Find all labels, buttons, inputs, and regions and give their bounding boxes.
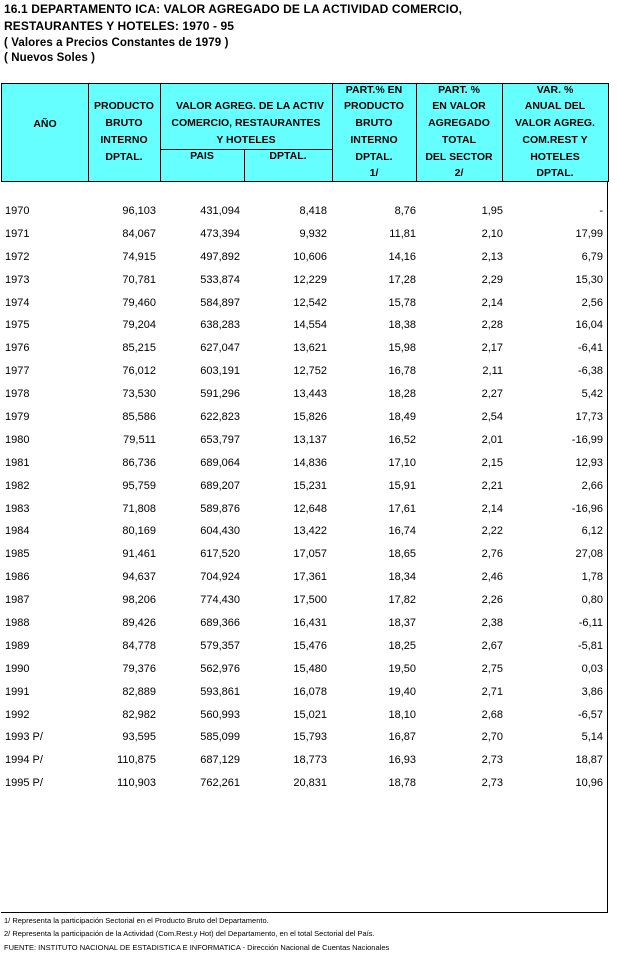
table-row	[0, 476, 617, 499]
cell-part2: 2,10	[481, 227, 503, 240]
cell-dptal: 15,826	[293, 411, 327, 424]
cell-dptal: 12,542	[293, 296, 327, 309]
cell-var: 0,03	[581, 662, 603, 675]
cell-part2: 2,70	[481, 731, 503, 744]
cell-part2: 2,28	[481, 319, 503, 332]
table-row	[0, 499, 617, 522]
cell-part1: 17,61	[388, 502, 416, 515]
cell-var: -6,41	[577, 342, 603, 355]
footnote-1: 1/ Representa la participación Sectorial en el Producto Bruto del Departamento.	[4, 916, 269, 925]
table-row	[0, 613, 617, 636]
cell-year: 1970	[5, 205, 30, 217]
table-row	[0, 544, 617, 567]
cell-var: 0,80	[581, 594, 603, 607]
cell-part2: 2,14	[481, 502, 503, 515]
table-row	[0, 384, 617, 407]
cell-year: 1976	[5, 342, 30, 355]
table-right-border	[607, 182, 608, 913]
cell-year: 1991	[5, 685, 30, 698]
cell-pbi: 94,637	[122, 571, 156, 584]
cell-part1: 15,98	[388, 342, 416, 355]
cell-var: 5,42	[581, 388, 603, 401]
cell-pbi: 82,889	[122, 685, 156, 698]
cell-part2: 2,29	[481, 273, 503, 286]
header-var-3: VALOR AGREG.	[515, 117, 595, 129]
cell-pbi: 85,215	[122, 342, 156, 355]
cell-pais: 604,430	[200, 525, 240, 538]
cell-year: 1984	[5, 525, 30, 538]
cell-part1: 19,40	[388, 685, 416, 698]
cell-var: -5,81	[577, 639, 603, 652]
header-part-va-1: PART. %	[438, 84, 480, 96]
header-valor-agreg-1: VALOR AGREG. DE LA ACTIV	[176, 100, 324, 112]
table-title-line2: RESTAURANTES Y HOTELES: 1970 - 95	[4, 19, 235, 33]
footnote-2: 2/ Representa la participación de la Actividad (Com.Rest.y Hot) del Departamento, en el total Sectorial del País.	[4, 929, 375, 938]
cell-year: 1975	[5, 319, 30, 332]
header-producto-1: PRODUCTO	[94, 100, 154, 112]
cell-year: 1985	[5, 548, 30, 561]
cell-part2: 2,13	[481, 250, 503, 263]
cell-pais: 431,094	[200, 205, 240, 217]
cell-dptal: 14,836	[293, 456, 327, 469]
cell-part2: 2,67	[481, 639, 503, 652]
table-row	[0, 430, 617, 453]
cell-var: 6,12	[581, 525, 603, 538]
header-producto-4: DPTAL.	[105, 151, 143, 163]
header-part-pbi-3: BRUTO	[355, 117, 393, 129]
cell-pbi: 76,012	[122, 365, 156, 378]
cell-pbi: 110,875	[117, 754, 156, 767]
header-var-5: HOTELES	[530, 151, 580, 163]
table-body	[0, 201, 617, 796]
cell-pbi: 82,982	[122, 708, 156, 721]
cell-var: 5,14	[581, 731, 603, 744]
cell-pais: 593,861	[200, 685, 240, 698]
cell-part2: 2,26	[481, 594, 503, 607]
cell-dptal: 15,480	[293, 662, 327, 675]
cell-var: 3,86	[581, 685, 603, 698]
cell-pbi: 85,586	[122, 411, 156, 424]
cell-year: 1981	[5, 456, 30, 469]
cell-dptal: 12,229	[293, 273, 327, 286]
cell-pbi: 74,915	[122, 250, 156, 263]
cell-part1: 15,91	[388, 479, 416, 492]
header-part-pbi-4: INTERNO	[350, 134, 398, 146]
cell-pais: 579,357	[200, 639, 240, 652]
table-row	[0, 270, 617, 293]
cell-year: 1971	[5, 227, 30, 240]
header-var-6: DPTAL.	[536, 167, 574, 179]
cell-dptal: 10,606	[293, 250, 327, 263]
cell-year: 1993 P/	[5, 731, 43, 744]
cell-pbi: 93,595	[122, 731, 156, 744]
cell-pais: 560,993	[200, 708, 240, 721]
cell-pais: 584,897	[200, 296, 240, 309]
cell-part2: 2,38	[481, 617, 503, 630]
header-var-2: ANUAL DEL	[524, 100, 586, 112]
header-part-va-6: 2/	[454, 167, 464, 179]
cell-part2: 2,73	[481, 777, 503, 790]
cell-var: 27,08	[575, 548, 603, 561]
header-part-pbi-5: DPTAL.	[355, 151, 393, 163]
cell-part1: 16,78	[388, 365, 416, 378]
cell-var: 17,73	[575, 411, 603, 424]
header-part-va-2: EN VALOR	[432, 100, 486, 112]
cell-pbi: 110,903	[117, 777, 156, 790]
cell-part1: 18,37	[388, 617, 416, 630]
header-part-va-4: TOTAL	[441, 134, 477, 146]
cell-var: -	[599, 205, 603, 217]
cell-year: 1988	[5, 617, 30, 630]
cell-var: 1,78	[581, 571, 603, 584]
cell-year: 1978	[5, 388, 30, 401]
cell-year: 1983	[5, 502, 30, 515]
cell-pais: 585,099	[200, 731, 240, 744]
cell-part2: 2,15	[481, 456, 503, 469]
header-dptal: DPTAL.	[269, 150, 307, 162]
cell-var: -16,99	[571, 433, 603, 446]
table-row	[0, 361, 617, 384]
cell-year: 1987	[5, 594, 30, 607]
cell-pais: 627,047	[200, 342, 240, 355]
cell-year: 1977	[5, 365, 30, 378]
cell-part1: 16,93	[388, 754, 416, 767]
table-row	[0, 293, 617, 316]
cell-dptal: 12,648	[293, 502, 327, 515]
header-producto-3: INTERNO	[100, 134, 148, 146]
source-note: FUENTE: INSTITUTO NACIONAL DE ESTADISTICA E INFORMATICA - Dirección Nacional de Cuentas Nacionales	[4, 943, 390, 952]
cell-year: 1994 P/	[5, 754, 43, 767]
cell-part2: 2,54	[481, 411, 503, 424]
cell-var: -16,96	[571, 502, 603, 515]
cell-pbi: 71,808	[122, 502, 156, 515]
cell-part1: 16,74	[388, 525, 416, 538]
cell-var: 10,96	[575, 777, 603, 790]
cell-pbi: 89,426	[122, 617, 156, 630]
cell-var: 16,04	[575, 319, 603, 332]
cell-part1: 15,78	[388, 296, 416, 309]
cell-part1: 18,10	[388, 708, 416, 721]
cell-pbi: 91,461	[122, 548, 156, 561]
cell-part1: 8,76	[394, 205, 416, 217]
cell-pbi: 95,759	[122, 479, 156, 492]
cell-part2: 2,75	[481, 662, 503, 675]
cell-pais: 589,876	[200, 502, 240, 515]
cell-pais: 622,823	[200, 411, 240, 424]
cell-pbi: 79,376	[122, 662, 156, 675]
table-row	[0, 636, 617, 659]
table-row	[0, 224, 617, 247]
cell-pais: 653,797	[200, 433, 240, 446]
cell-pais: 473,394	[200, 227, 240, 240]
cell-pais: 603,191	[200, 365, 240, 378]
cell-part2: 2,22	[481, 525, 503, 538]
cell-year: 1992	[5, 708, 30, 721]
cell-var: 17,99	[575, 227, 603, 240]
cell-year: 1990	[5, 662, 30, 675]
cell-pais: 591,296	[200, 388, 240, 401]
cell-part2: 2,76	[481, 548, 503, 561]
cell-pbi: 98,206	[122, 594, 156, 607]
cell-part1: 18,38	[388, 319, 416, 332]
cell-part1: 18,49	[388, 411, 416, 424]
header-part-pbi-1: PART.% EN	[345, 84, 403, 96]
cell-var: 2,56	[581, 296, 603, 309]
table-bottom-border	[1, 912, 607, 913]
cell-part1: 17,82	[388, 594, 416, 607]
cell-year: 1973	[5, 273, 30, 286]
cell-year: 1974	[5, 296, 30, 309]
cell-part1: 19,50	[388, 662, 416, 675]
cell-dptal: 13,621	[293, 342, 327, 355]
cell-pbi: 79,204	[122, 319, 156, 332]
cell-var: 2,66	[581, 479, 603, 492]
cell-dptal: 13,443	[293, 388, 327, 401]
cell-dptal: 17,361	[293, 571, 327, 584]
cell-dptal: 15,793	[293, 731, 327, 744]
cell-part2: 2,73	[481, 754, 503, 767]
cell-dptal: 17,057	[293, 548, 327, 561]
table-header	[1, 83, 609, 182]
cell-part2: 2,14	[481, 296, 503, 309]
cell-part2: 2,68	[481, 708, 503, 721]
cell-pbi: 80,169	[122, 525, 156, 538]
cell-part2: 2,01	[481, 433, 503, 446]
cell-part1: 17,28	[388, 273, 416, 286]
cell-var: -6,57	[577, 708, 603, 721]
cell-part2: 2,71	[481, 685, 503, 698]
cell-pbi: 84,067	[122, 227, 156, 240]
cell-var: 15,30	[575, 273, 603, 286]
cell-var: 12,93	[575, 456, 603, 469]
cell-pbi: 96,103	[122, 205, 156, 217]
cell-year: 1972	[5, 250, 30, 263]
table-title: 16.1 DEPARTAMENTO ICA: VALOR AGREGADO DE LA ACTIVIDAD COMERCIO,	[4, 2, 463, 16]
header-producto-2: BRUTO	[105, 117, 143, 129]
header-pais: PAIS	[190, 150, 214, 162]
cell-pbi: 73,530	[122, 388, 156, 401]
cell-year: 1980	[5, 433, 30, 446]
table-row	[0, 201, 617, 224]
cell-part1: 18,25	[388, 639, 416, 652]
cell-pbi: 86,736	[122, 456, 156, 469]
cell-part2: 2,17	[481, 342, 503, 355]
table-row	[0, 315, 617, 338]
subtitle-prices: ( Valores a Precios Constantes de 1979 )	[4, 37, 229, 49]
cell-part2: 2,21	[481, 479, 503, 492]
cell-part1: 18,78	[388, 777, 416, 790]
header-part-va-5: DEL SECTOR	[425, 151, 493, 163]
cell-pais: 762,261	[200, 777, 240, 790]
table-row	[0, 590, 617, 613]
cell-part2: 1,95	[481, 205, 503, 217]
header-part-va-3: AGREGADO	[428, 117, 490, 129]
table-row	[0, 659, 617, 682]
cell-dptal: 13,422	[293, 525, 327, 538]
cell-year: 1989	[5, 639, 30, 652]
table-row	[0, 338, 617, 361]
header-var-1: VAR. %	[536, 84, 574, 96]
cell-part1: 16,52	[388, 433, 416, 446]
table-row	[0, 727, 617, 750]
header-var-4: COM.REST Y	[522, 134, 588, 146]
subtitle-units: ( Nuevos Soles )	[4, 52, 96, 64]
cell-dptal: 16,431	[293, 617, 327, 630]
table-row	[0, 521, 617, 544]
cell-dptal: 15,021	[293, 708, 327, 721]
cell-year: 1986	[5, 571, 30, 584]
cell-pais: 617,520	[200, 548, 240, 561]
table-row	[0, 773, 617, 796]
cell-pais: 774,430	[200, 594, 240, 607]
cell-dptal: 18,773	[293, 754, 327, 767]
cell-part1: 17,10	[388, 456, 416, 469]
header-valor-agreg-2: COMERCIO, RESTAURANTES	[171, 117, 321, 129]
table-row	[0, 705, 617, 728]
cell-var: 18,87	[575, 754, 603, 767]
table-row	[0, 567, 617, 590]
table-row	[0, 750, 617, 773]
header-valor-agreg-3: Y HOTELES	[216, 134, 276, 146]
cell-part2: 2,46	[481, 571, 503, 584]
cell-pais: 689,366	[200, 617, 240, 630]
cell-part2: 2,11	[482, 365, 503, 378]
cell-dptal: 20,831	[293, 777, 327, 790]
table-row	[0, 682, 617, 705]
cell-pbi: 70,781	[122, 273, 156, 286]
cell-part2: 2,27	[481, 388, 503, 401]
cell-year: 1982	[5, 479, 30, 492]
table-row	[0, 247, 617, 270]
cell-pais: 497,892	[200, 250, 240, 263]
cell-pbi: 84,778	[122, 639, 156, 652]
cell-dptal: 14,554	[293, 319, 327, 332]
header-part-pbi-2: PRODUCTO	[344, 100, 404, 112]
cell-pais: 638,283	[200, 319, 240, 332]
cell-pais: 689,207	[200, 479, 240, 492]
cell-part1: 18,65	[388, 548, 416, 561]
cell-year: 1995 P/	[5, 777, 43, 790]
cell-dptal: 15,476	[293, 639, 327, 652]
cell-pbi: 79,460	[122, 296, 156, 309]
cell-pais: 687,129	[200, 754, 240, 767]
cell-dptal: 17,500	[293, 594, 327, 607]
cell-part1: 14,16	[388, 250, 416, 263]
cell-pais: 533,874	[200, 273, 240, 286]
cell-pbi: 79,511	[123, 433, 156, 446]
cell-dptal: 16,078	[293, 685, 327, 698]
header-anio: AÑO	[33, 118, 57, 130]
cell-part1: 11,81	[389, 227, 416, 240]
cell-dptal: 8,418	[299, 205, 327, 217]
cell-part1: 16,87	[388, 731, 416, 744]
cell-dptal: 12,752	[293, 365, 327, 378]
cell-pais: 689,064	[200, 456, 240, 469]
cell-dptal: 13,137	[293, 433, 327, 446]
header-part-pbi-6: 1/	[369, 167, 379, 179]
cell-dptal: 15,231	[293, 479, 327, 492]
cell-var: -6,38	[577, 365, 603, 378]
cell-var: 6,79	[581, 250, 603, 263]
cell-year: 1979	[5, 411, 30, 424]
cell-part1: 18,34	[388, 571, 416, 584]
cell-dptal: 9,932	[299, 227, 327, 240]
cell-pais: 704,924	[200, 571, 240, 584]
cell-var: -6,11	[578, 617, 603, 630]
cell-pais: 562,976	[200, 662, 240, 675]
cell-part1: 18,28	[388, 388, 416, 401]
table-row	[0, 407, 617, 430]
table-row	[0, 453, 617, 476]
